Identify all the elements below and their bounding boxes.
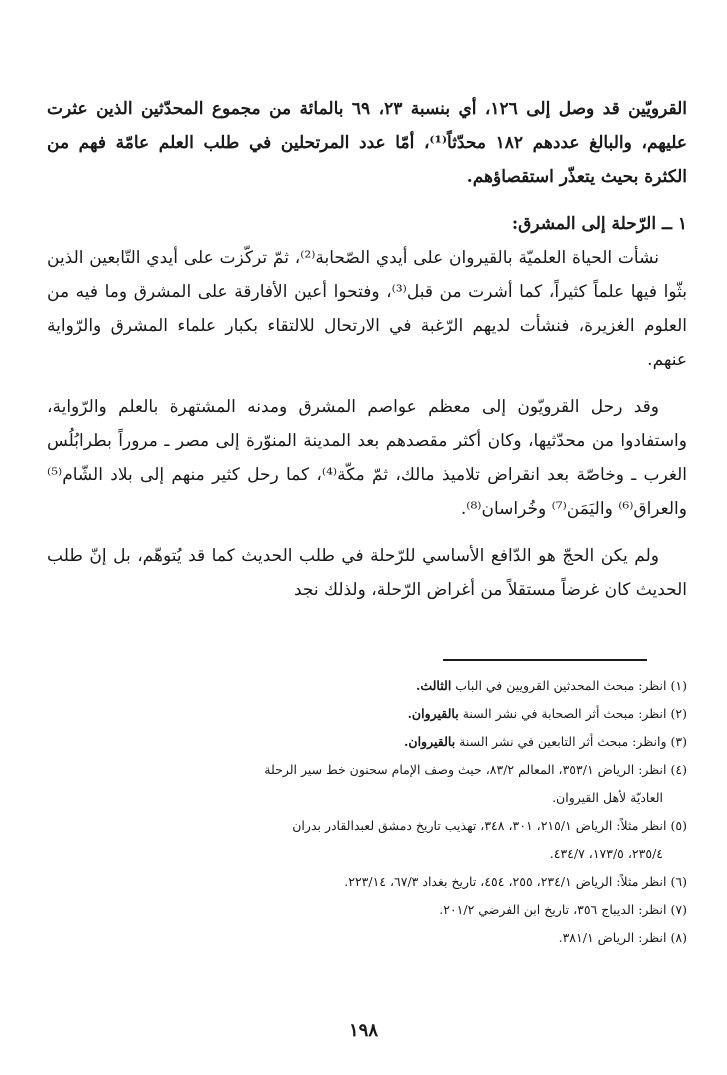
page-number: ١٩٨ [348, 1020, 378, 1041]
footnote-text: انظر: الرياض ٣٥٣/١، المعالم ٨٣/٢، حيث وصف الإمام سحنون خط سير الرحلة [264, 762, 667, 777]
paragraph-1: القرويّين قد وصل إلى ١٢٦، أي بنسبة ٢٣، ٦٩ بالمائة من مجموع المحدّثين الذين عثرت عليهم، والبالغ عددهم ١٨٢ محدّثاً⁽¹⁾، أمّا عدد المرتحلين في طلب العلم عامّة فهم من الكثرة بحيث يتعذّر استقصاؤهم. [47, 99, 688, 187]
footnote-emphasis: بالقيروان. [407, 706, 459, 721]
footnote-emphasis: الثالث. [416, 678, 452, 693]
footnote-separator [443, 659, 647, 661]
footnote-number: (٤) [670, 762, 687, 777]
paragraph-4: ولم يكن الحجّ هو الدّافع الأساسي للرّحلة في طلب الحديث كما قد يُتوهّم، بل إنّ طلب الحديث كان غرضاً مستقلاً من أغراض الرّحلة، ولذلك نجد [47, 546, 687, 600]
footnote-text: انظر: مبحث المحدثين القرويين في الباب [455, 678, 667, 693]
footnote-number: (٧) [670, 902, 687, 917]
footnote-continuation: ٢٣٥/٤، ١٧٣/٥، ٤٣٤/٧. [549, 846, 663, 861]
footnote-number: (٥) [670, 818, 687, 833]
footnote-text: انظر مثلاً: الرياض ٢١٥/١، ٣٠١، ٣٤٨، تهذيب تاريخ دمشق لعبدالقادر بدران [292, 818, 667, 833]
footnote-continuation: العاديّة لأهل القيروان. [552, 790, 663, 805]
footnote-text: انظر: مبحث أثر الصحابة في نشر السنة [462, 706, 667, 721]
footnote-text: انظر مثلاً: الرياض ٢٣٤/١، ٢٥٥، ٤٥٤، تاريخ بغداد ٦٧/٣، ٢٢٣/١٤. [344, 874, 667, 889]
footnote-number: (٣) [670, 734, 687, 749]
footnote-number: (٢) [670, 706, 687, 721]
footnote-text: انظر: الرياض ٣٨١/١. [558, 930, 667, 945]
main-text [47, 92, 687, 607]
footnotes-list [39, 672, 687, 952]
footnote-number: (١) [670, 678, 687, 693]
footnote-number: (٦) [670, 874, 687, 889]
footnote-item [39, 728, 687, 756]
footnote-emphasis: بالقيروان. [404, 734, 456, 749]
footnote-item [39, 812, 687, 868]
footnote-item [39, 756, 687, 812]
footnote-item [39, 700, 687, 728]
paragraph-3: وقد رحل القرويّون إلى معظم عواصم المشرق ومدنه المشتهرة بالعلم والرّواية، واستفادوا من محدّثيها، وكان أكثر مقصدهم بعد المدينة المنوّرة إلى مصر ـ مروراً بطرابُلُس الغرب ـ وخاصّة بعد انقراض تلاميذ مالك، ثمّ مكّة⁽⁴⁾، كما رحل كثير منهم إلى بلاد الشّام⁽⁵⁾ والعراق⁽⁶⁾ واليَمَن⁽⁷⁾ وخُراسان⁽⁸⁾. [47, 397, 687, 519]
footnote-item [39, 672, 687, 700]
footnote-item [39, 868, 687, 896]
footnote-number: (٨) [670, 930, 687, 945]
paragraph-2: نشأت الحياة العلميّة بالقيروان على أيدي الصّحابة⁽²⁾، ثمّ تركّزت على أيدي التّابعين الذين بثّوا فيها علماً كثيراً، كما أشرت من قبل⁽³⁾، وفتحوا أعين الأفارقة على المشرق وما فيه من العلوم الغزيرة، فنشأت لديهم الرّغبة في الارتحال للالتقاء بكبار علماء المشرق والرّواية عنهم. [47, 248, 687, 370]
footnote-text: انظر: الديباج ٣٥٦، تاريخ ابن الفرضي ٢٠١/٢. [439, 902, 667, 917]
footnote-text: وانظر: مبحث أثر التابعين في نشر السنة [459, 734, 667, 749]
section-heading: ١ ــ الرّحلة إلى المشرق: [511, 214, 687, 234]
footnote-item [39, 924, 687, 952]
footnote-item [39, 896, 687, 924]
